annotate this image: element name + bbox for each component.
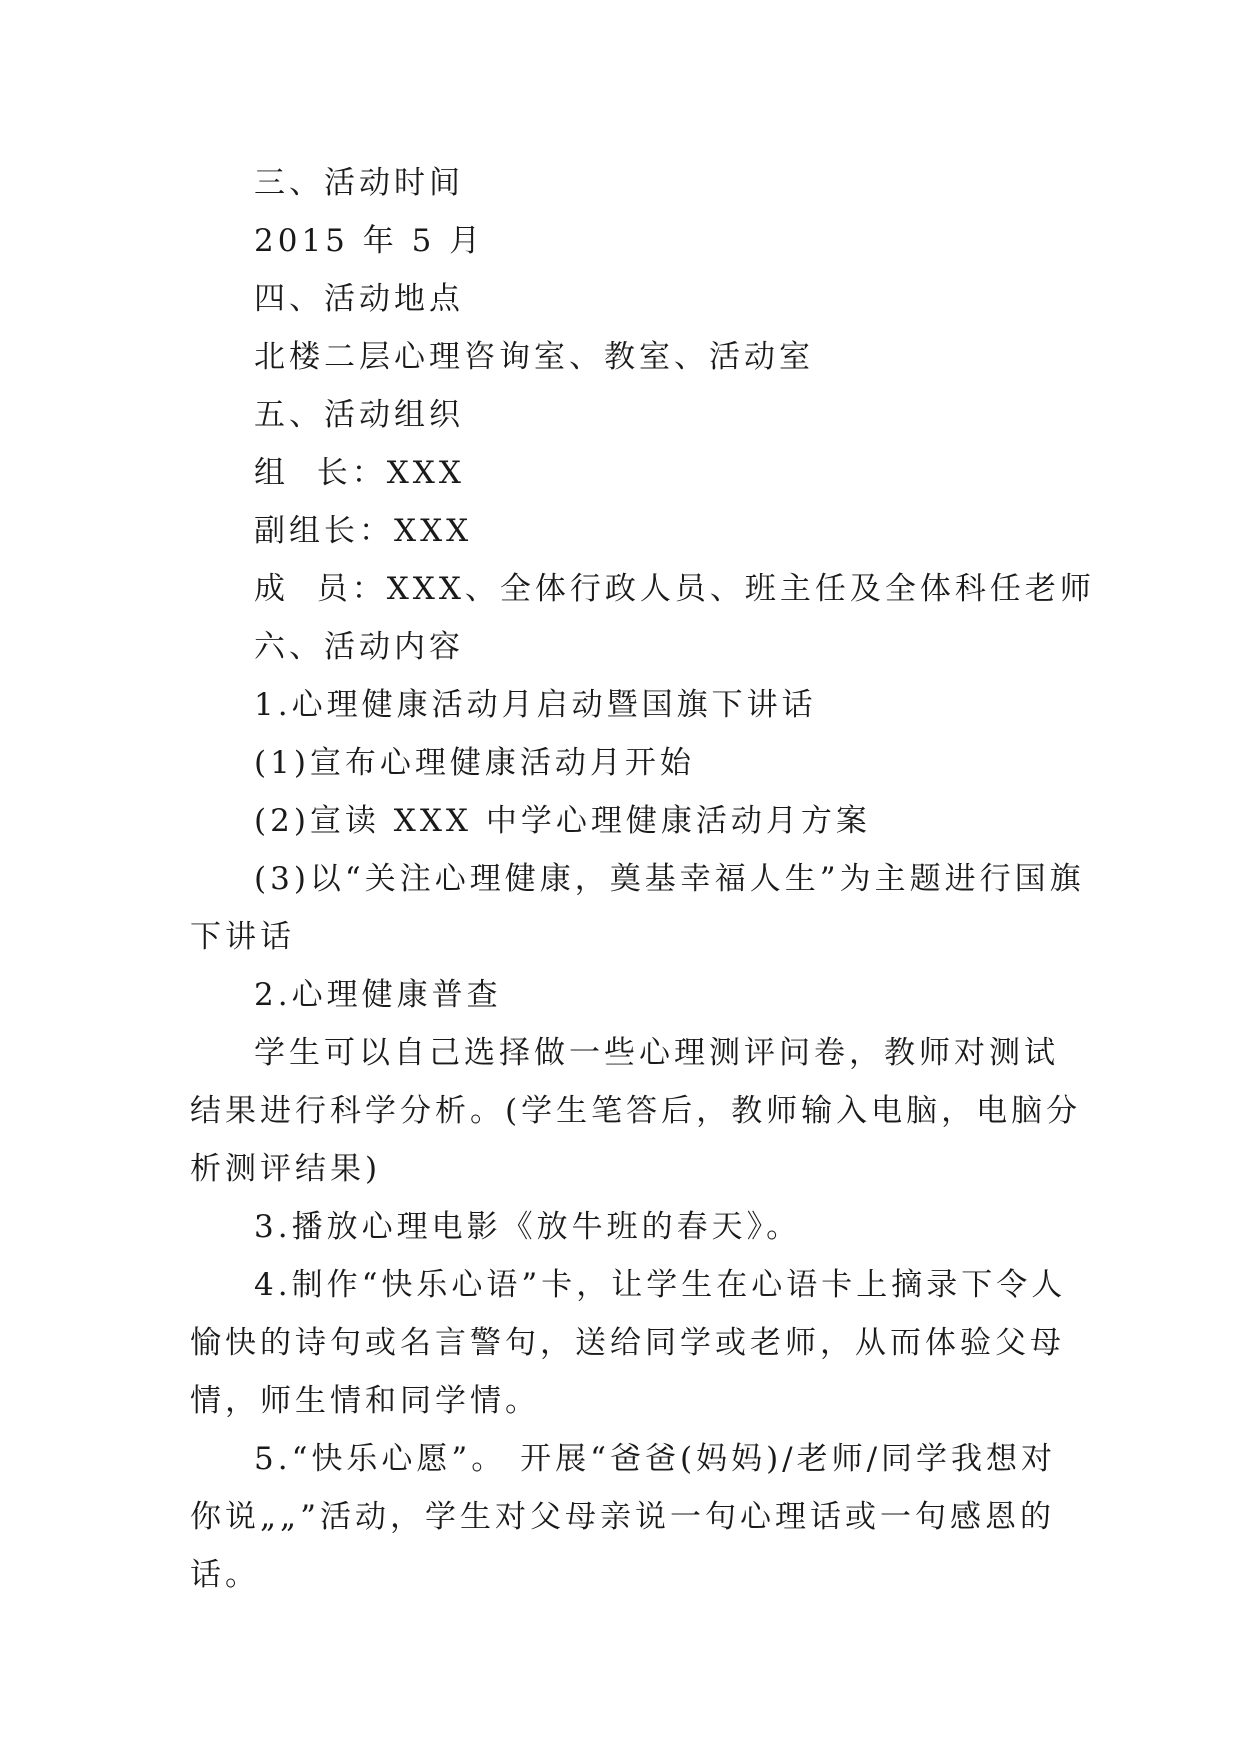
document-body	[190, 154, 1095, 1604]
item-3-paragraph: 3.播放心理电影《放牛班的春天》。	[254, 1209, 802, 1245]
item-4-paragraph: 4.制作“快乐心语”卡，让学生在心语卡上摘录下令人愉快的诗句或名言警句，送给同学或老师，从而体验父母情，师生情和同学情。	[190, 1267, 1067, 1419]
item-1-heading: 1.心理健康活动月启动暨国旗下讲话	[254, 687, 817, 723]
section-heading-time: 三、活动时间	[254, 165, 464, 201]
item-1-sub-1: (1)宣布心理健康活动月开始	[254, 745, 695, 781]
group-leader-line: 组 长：XXX	[254, 455, 465, 491]
members-line: 成 员：XXX、全体行政人员、班主任及全体科任老师	[254, 571, 1095, 607]
deputy-leader-line: 副组长：XXX	[254, 513, 473, 549]
item-2-heading: 2.心理健康普查	[254, 977, 502, 1013]
activity-location-value: 北楼二层心理咨询室、教室、活动室	[254, 339, 814, 375]
section-heading-content: 六、活动内容	[254, 629, 464, 665]
section-heading-location: 四、活动地点	[254, 281, 464, 317]
section-heading-organization: 五、活动组织	[254, 397, 464, 433]
item-1-sub-3: (3)以“关注心理健康，奠基幸福人生”为主题进行国旗下讲话	[190, 861, 1085, 955]
item-5-paragraph: 5.“快乐心愿”。 开展“爸爸(妈妈)/老师/同学我想对你说„„”活动，学生对父母亲说一句心理话或一句感恩的话。	[190, 1441, 1057, 1593]
item-2-body: 学生可以自己选择做一些心理测评问卷，教师对测试结果进行科学分析。(学生笔答后，教师输入电脑，电脑分析测评结果)	[190, 1035, 1082, 1187]
activity-time-value: 2015 年 5 月	[254, 223, 485, 259]
item-1-sub-2: (2)宣读 XXX 中学心理健康活动月方案	[254, 803, 871, 839]
